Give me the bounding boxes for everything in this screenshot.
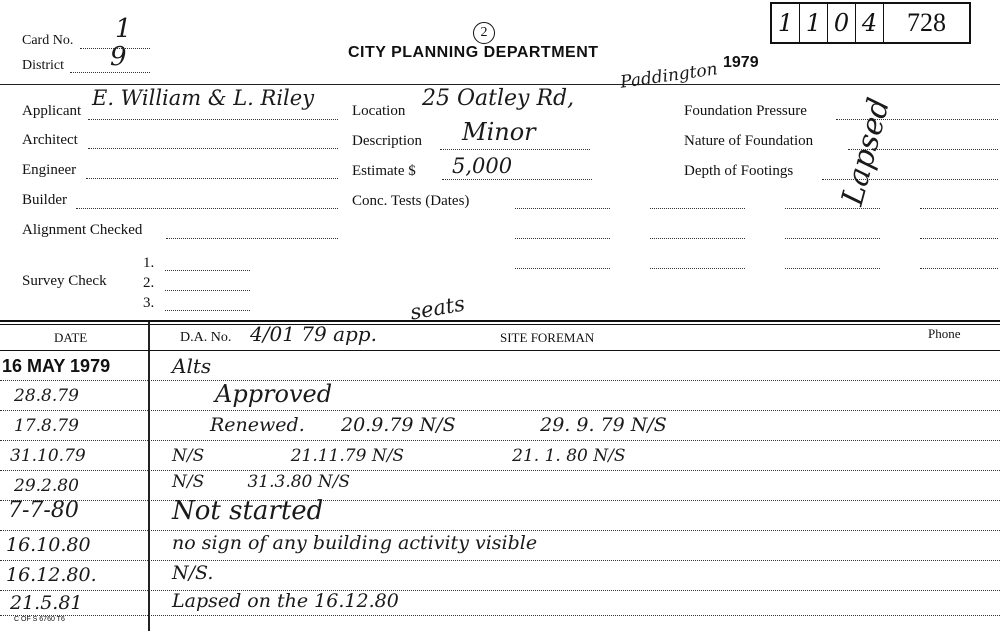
log-row-date: 16.10.80 [6, 534, 91, 556]
conc-line-5 [515, 238, 610, 239]
conc-line-2 [650, 208, 745, 209]
district-line [70, 72, 150, 73]
log-row-line [0, 500, 1000, 501]
nature-label: Nature of Foundation [684, 133, 814, 149]
page-title: CITY PLANNING DEPARTMENT [348, 44, 599, 61]
description-label: Description [352, 133, 422, 149]
reference-boxes [770, 2, 971, 44]
log-row-line [0, 560, 1000, 561]
log-row-line [0, 410, 1000, 411]
architect-line [88, 148, 338, 149]
estimate-value: 5,000 [452, 154, 513, 178]
ref-digit: 0 [828, 4, 856, 42]
foundation-pressure-label: Foundation Pressure [684, 103, 807, 119]
log-row-date: 21.5.81 [10, 592, 83, 614]
footer-code: C OF S 6760 T6 [14, 616, 65, 623]
log-row-note: N/S 21.11.79 N/S 21. 1. 80 N/S [172, 446, 626, 466]
district-value: 9 [110, 42, 127, 72]
conc-line-10 [650, 268, 745, 269]
conc-line-11 [785, 268, 880, 269]
table-header-rule [0, 350, 1000, 351]
log-row-date: 7-7-80 [8, 498, 79, 523]
alignment-line [166, 238, 338, 239]
log-row-line [0, 530, 1000, 531]
conc-line-4 [920, 208, 998, 209]
log-row-note: N/S. [172, 562, 214, 584]
log-row-note: Not started [172, 496, 324, 526]
survey-line-3 [165, 310, 250, 311]
estimate-label: Estimate $ [352, 163, 416, 179]
log-row-line [0, 470, 1000, 471]
date-header: DATE [54, 330, 88, 345]
log-row-note: Renewed. 20.9.79 N/S 29. 9. 79 N/S [210, 414, 667, 436]
ref-digit: 1 [772, 4, 800, 42]
builder-label: Builder [22, 192, 67, 208]
applicant-line [88, 119, 338, 120]
ref-digit: 1 [800, 4, 828, 42]
survey-line-2 [165, 290, 250, 291]
conc-line-7 [785, 238, 880, 239]
header-year: 1979 [723, 54, 759, 71]
log-row-note: Alts [172, 354, 212, 378]
engineer-line [86, 178, 338, 179]
survey-line-1 [165, 270, 250, 271]
table-top-rule [0, 320, 1000, 322]
log-row-line [0, 590, 1000, 591]
survey-num-3: 3. [143, 295, 155, 311]
lapsed-stamp: Lapsed [835, 94, 898, 210]
location-label: Location [352, 103, 406, 119]
alignment-label: Alignment Checked [22, 222, 143, 238]
survey-label: Survey Check [22, 273, 107, 289]
log-row-note: Approved [215, 380, 333, 408]
description-value: Minor [462, 118, 536, 146]
conc-line-9 [515, 268, 610, 269]
engineer-label: Engineer [22, 162, 77, 178]
log-row-date: 28.8.79 [14, 386, 79, 406]
ref-digit: 4 [856, 4, 884, 42]
conc-tests-label: Conc. Tests (Dates) [352, 193, 470, 209]
card-no-value: 1 [115, 14, 132, 44]
log-row-line [0, 380, 1000, 381]
survey-num-1: 1. [143, 255, 155, 271]
depth-label: Depth of Footings [684, 163, 794, 179]
log-row-note: no sign of any building activity visible [172, 532, 538, 554]
survey-num-2: 2. [143, 275, 155, 291]
applicant-value: E. William & L. Riley [92, 86, 315, 110]
da-value: 4/01 79 app. [250, 322, 377, 346]
foreman-header: SITE FOREMAN [500, 330, 595, 345]
conc-line-8 [920, 238, 998, 239]
circled-number: 2 [473, 22, 495, 44]
ref-number: 728 [907, 8, 946, 37]
district-label: District [22, 58, 64, 73]
location-suburb: Paddington [619, 59, 719, 93]
table-top-rule-2 [0, 324, 1000, 325]
conc-line-1 [515, 208, 610, 209]
builder-line [76, 208, 338, 209]
architect-label: Architect [22, 132, 78, 148]
description-line [440, 149, 590, 150]
location-value: 25 Oatley Rd, [422, 86, 575, 111]
log-row-date: 17.8.79 [14, 416, 79, 436]
log-row-line [0, 440, 1000, 441]
log-row-date: 16.12.80. [6, 564, 97, 586]
log-row-date: 31.10.79 [10, 446, 86, 466]
seats-note: seats [408, 291, 467, 325]
estimate-line [442, 179, 592, 180]
log-row-line [0, 615, 1000, 616]
card-no-label: Card No. [22, 33, 74, 48]
log-row-date: 16 MAY 1979 [2, 356, 111, 376]
header-rule [0, 84, 1000, 85]
log-row-note: Lapsed on the 16.12.80 [172, 590, 399, 612]
log-row-note: N/S 31.3.80 N/S [172, 472, 351, 492]
applicant-label: Applicant [22, 103, 82, 119]
conc-line-12 [920, 268, 998, 269]
conc-line-6 [650, 238, 745, 239]
log-row-date: 29.2.80 [14, 476, 79, 496]
phone-header: Phone [928, 326, 961, 341]
da-label: D.A. No. [180, 330, 232, 345]
